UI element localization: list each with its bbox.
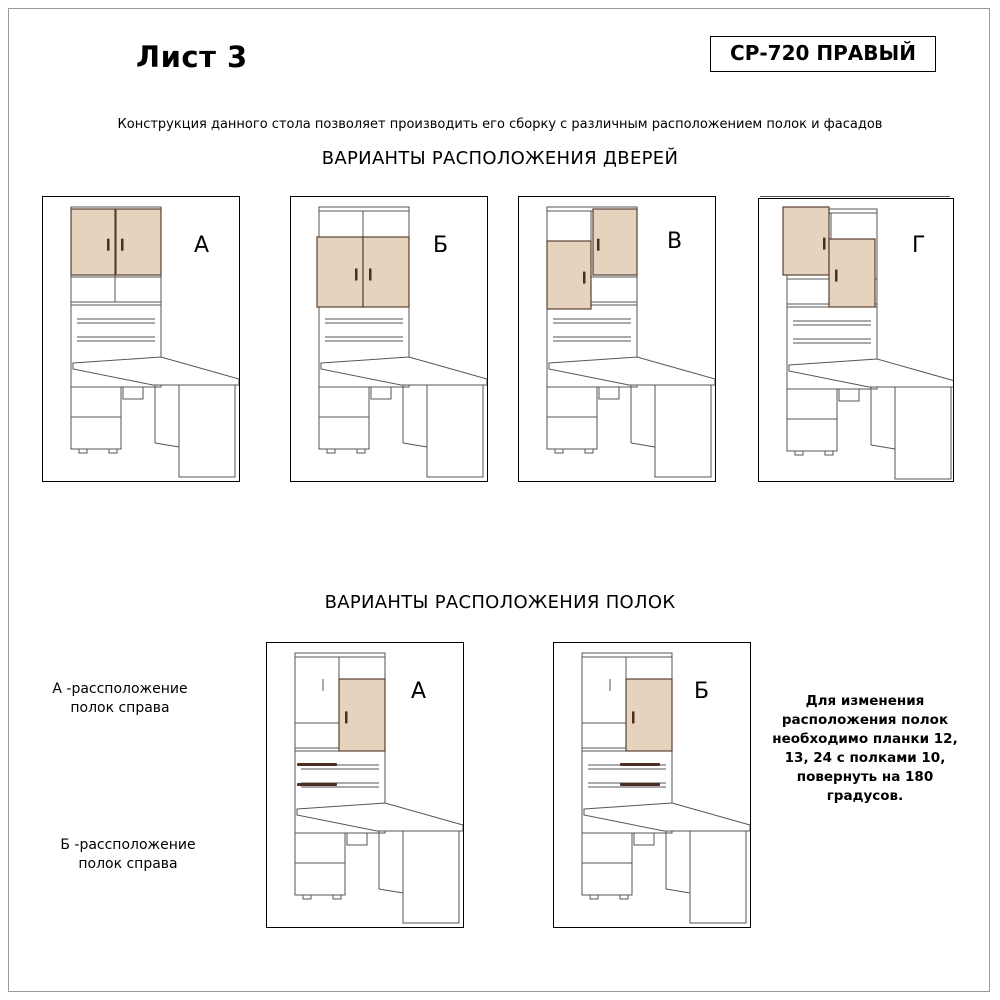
desk-side-panel [403,831,459,923]
desk-drawing [291,197,488,482]
keyboard-drawer [634,833,654,845]
keyboard-drawer [371,387,391,399]
desk-leg [403,443,427,447]
foot [590,895,598,899]
desk-top [584,803,750,831]
door-handle [355,269,358,281]
shelf-variant-a-panel [266,642,464,928]
door-variant-a-label: А [194,233,210,258]
note-variant-b [28,836,228,874]
model-label: СР-720 ПРАВЫЙ [710,36,936,72]
door-handle [597,239,600,251]
desk-drawing [43,197,240,482]
drawer-cabinet [547,387,597,449]
drawer-cabinet [787,389,837,451]
shelf-handle [297,763,337,766]
door-handle [583,272,586,284]
desk-top [321,357,487,385]
door-panel [783,207,829,275]
door-variant-b-label: Б [433,233,449,258]
keyboard-drawer [839,389,859,401]
foot [825,451,833,455]
desk-drawing [267,643,464,928]
door-handle [369,269,372,281]
foot [620,895,628,899]
foot [357,449,365,453]
note-variant-a [20,680,220,718]
door-handle [107,239,110,251]
desk-top [549,357,715,385]
foot [585,449,593,453]
desk-leg [155,443,179,447]
door-variant-b-panel [290,196,488,482]
door-handle [835,270,838,282]
sheet-title: Лист 3 [136,40,248,74]
foot [79,449,87,453]
drawer-cabinet [319,387,369,449]
door-variant-v-label: В [667,229,683,254]
desk-side-panel [179,385,235,477]
shelf-variant-a-label: А [411,679,427,704]
desk-drawing [554,643,751,928]
desk-leg [666,889,690,893]
keyboard-drawer [599,387,619,399]
desk-side-panel [655,385,711,477]
desk-drawing [519,197,716,482]
drawer-cabinet [582,833,632,895]
desk-side-panel [895,387,951,479]
door-handle [632,711,635,723]
desk-side-panel [690,831,746,923]
shelf-variant-b-label: Б [694,679,710,704]
drawer-cabinet [71,387,121,449]
foot [795,451,803,455]
drawer-cabinet [295,833,345,895]
shelf-handle [620,763,660,766]
keyboard-drawer [123,387,143,399]
foot [303,895,311,899]
panel-top-line [760,196,950,197]
door-variant-g-panel [758,198,954,482]
shelf-handle [297,783,337,786]
door-handle [121,239,124,251]
note-a-line1: А -рассположение [52,681,188,697]
desk-top [73,357,239,385]
shelves-section-title: ВАРИАНТЫ РАСПОЛОЖЕНИЯ ПОЛОК [324,592,676,613]
door-handle [823,238,826,250]
intro-text: Конструкция данного стола позволяет производить его сборку с различным расположением полок и фасадов [117,117,883,132]
shelf-change-instruction: Для изменения расположения полок необходимо планки 12, 13, 24 с полками 10, повернуть на 180 градусов. [772,693,958,804]
desk-top [297,803,463,831]
desk-leg [379,889,403,893]
door-handle [345,711,348,723]
keyboard-drawer [347,833,367,845]
desk-leg [871,445,895,449]
foot [333,895,341,899]
door-variant-g-label: Г [912,233,926,258]
shelf-variant-b-panel [553,642,751,928]
desk-top [789,359,954,387]
desk-side-panel [427,385,483,477]
shelf-handle [620,783,660,786]
door-variant-a-panel [42,196,240,482]
foot [109,449,117,453]
foot [327,449,335,453]
foot [555,449,563,453]
note-b-line2: полок справа [78,856,178,872]
door-variant-v-panel [518,196,716,482]
desk-leg [631,443,655,447]
note-b-line1: Б -рассположение [60,837,196,853]
doors-section-title: ВАРИАНТЫ РАСПОЛОЖЕНИЯ ДВЕРЕЙ [321,148,679,169]
note-a-line2: полок справа [70,700,170,716]
door-panel [593,209,637,275]
